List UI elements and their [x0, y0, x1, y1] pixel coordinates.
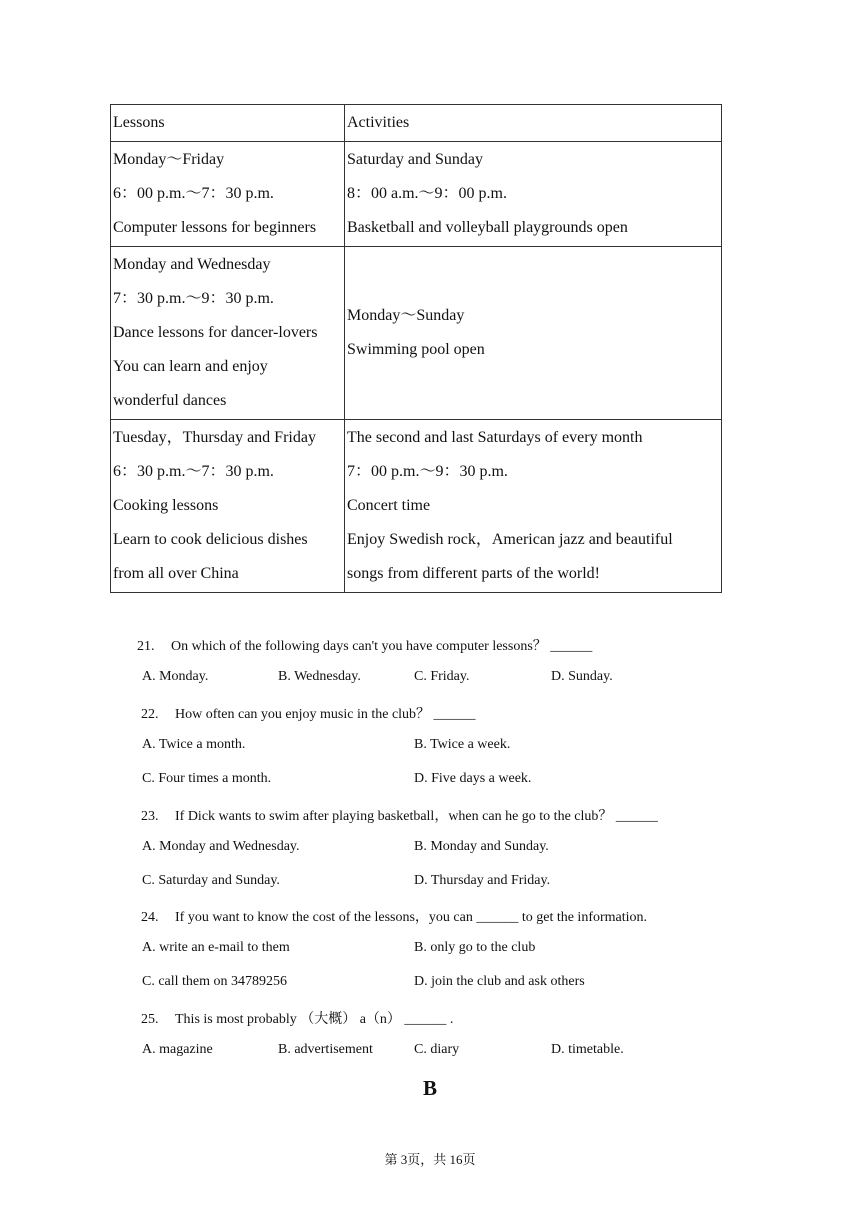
lesson-cell — [111, 142, 345, 247]
option-b[interactable]: B. Monday and Sunday. — [414, 839, 549, 854]
question-stem — [141, 703, 476, 723]
option-d[interactable]: D. Five days a week. — [414, 771, 532, 786]
option-d[interactable]: D. timetable. — [551, 1042, 624, 1057]
question-number: 25. — [141, 1012, 159, 1027]
table-row — [111, 142, 722, 247]
question-text: This is most probably （大概） a（n） ______ . — [175, 1012, 454, 1027]
cell-line: You can learn and enjoy — [113, 358, 268, 375]
cell-line: wonderful dances — [113, 392, 227, 409]
option-b[interactable]: B. Wednesday. — [278, 669, 361, 684]
question-text: On which of the following days can't you have computer lessons？ ______ — [171, 639, 593, 654]
question-text: If Dick wants to swim after playing basketball，when can he go to the club？ ______ — [175, 809, 658, 824]
activity-cell — [345, 142, 722, 247]
option-c[interactable]: C. Saturday and Sunday. — [142, 873, 280, 888]
question-text: If you want to know the cost of the lessons，you can ______ to get the information. — [175, 910, 648, 925]
option-a[interactable]: A. magazine — [142, 1042, 213, 1057]
option-c[interactable]: C. Friday. — [414, 669, 470, 684]
cell-line: Monday～Sunday — [347, 307, 465, 324]
cell-line: Tuesday，Thursday and Friday — [113, 429, 316, 446]
cell-line: 7：30 p.m.～9：30 p.m. — [113, 290, 274, 307]
option-c[interactable]: C. call them on 34789256 — [142, 974, 288, 989]
option-a[interactable]: A. Twice a month. — [142, 737, 246, 752]
question-stem — [141, 906, 647, 926]
header-lessons: Lessons — [111, 105, 345, 142]
option-d[interactable]: D. Thursday and Friday. — [414, 873, 551, 888]
option-c[interactable]: C. diary — [414, 1042, 460, 1057]
page-footer: 第 3页，共 16页 — [384, 1152, 476, 1167]
cell-line: songs from different parts of the world! — [347, 565, 600, 582]
question-text: How often can you enjoy music in the club？ ______ — [175, 707, 476, 722]
cell-line: Dance lessons for dancer-lovers — [113, 324, 318, 341]
cell-line: Learn to cook delicious dishes — [113, 531, 308, 548]
option-a[interactable]: A. Monday. — [142, 669, 209, 684]
option-a[interactable]: A. Monday and Wednesday. — [142, 839, 300, 854]
option-d[interactable]: D. Sunday. — [551, 669, 613, 684]
option-b[interactable]: B. advertisement — [278, 1042, 373, 1057]
cell-line: Monday and Wednesday — [113, 256, 271, 273]
lesson-cell — [111, 247, 345, 420]
cell-line: Saturday and Sunday — [347, 151, 483, 168]
question-number: 24. — [141, 910, 159, 925]
option-b[interactable]: B. only go to the club — [414, 940, 536, 955]
cell-line: Swimming pool open — [347, 341, 485, 358]
option-c[interactable]: C. Four times a month. — [142, 771, 272, 786]
cell-line: Cooking lessons — [113, 497, 219, 514]
lesson-cell — [111, 420, 345, 593]
question-number: 22. — [141, 707, 159, 722]
cell-line: The second and last Saturdays of every month — [347, 429, 643, 446]
option-d[interactable]: D. join the club and ask others — [414, 974, 585, 989]
cell-line: Basketball and volleyball playgrounds open — [347, 219, 628, 236]
table-header-row — [111, 105, 722, 142]
table-row — [111, 247, 722, 420]
question-number: 23. — [141, 809, 159, 824]
activity-cell — [345, 420, 722, 593]
cell-line: 6：30 p.m.～7：30 p.m. — [113, 463, 274, 480]
section-heading: B — [422, 1076, 437, 1100]
question-number: 21. — [137, 639, 155, 654]
club-schedule-table — [110, 104, 722, 593]
question-stem — [141, 1008, 453, 1028]
cell-line: 6：00 p.m.～7：30 p.m. — [113, 185, 274, 202]
option-a[interactable]: A. write an e-mail to them — [142, 940, 290, 955]
header-activities: Activities — [345, 105, 722, 142]
activity-cell — [345, 247, 722, 420]
cell-line: Computer lessons for beginners — [113, 219, 317, 236]
cell-line: 7：00 p.m.～9：30 p.m. — [347, 463, 508, 480]
cell-line: Enjoy Swedish rock，American jazz and beautiful — [347, 531, 673, 548]
cell-line: Monday～Friday — [113, 151, 225, 168]
cell-line: Concert time — [347, 497, 431, 514]
table-row — [111, 420, 722, 593]
cell-line: from all over China — [113, 565, 239, 582]
question-stem — [137, 635, 592, 655]
question-stem — [141, 805, 658, 825]
cell-line: 8：00 a.m.～9：00 p.m. — [347, 185, 507, 202]
option-b[interactable]: B. Twice a week. — [414, 737, 511, 752]
